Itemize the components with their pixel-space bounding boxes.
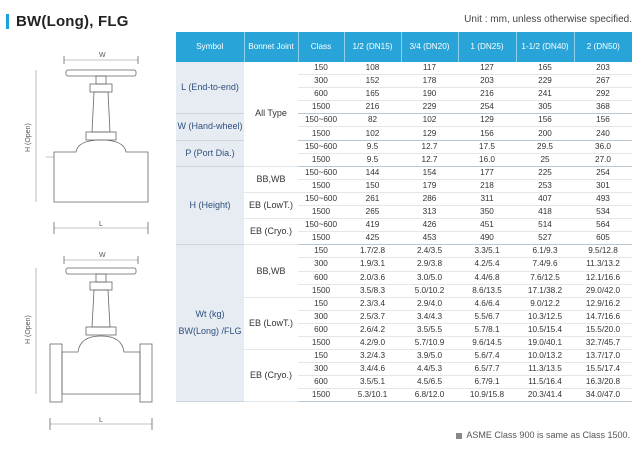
value-cell: 4.2/9.0 [344, 336, 401, 349]
class-cell: 300 [298, 75, 344, 88]
value-cell: 368 [574, 101, 632, 114]
w-dimension-label-top: W [99, 52, 106, 59]
value-cell: 534 [574, 206, 632, 219]
value-cell: 426 [401, 219, 458, 232]
value-cell: 3.9/5.0 [401, 350, 458, 363]
header-size-half: 1/2 (DN15) [344, 32, 401, 62]
value-cell: 150 [344, 179, 401, 192]
value-cell: 165 [516, 62, 574, 75]
value-cell: 19.0/40.1 [516, 336, 574, 349]
value-cell: 156 [516, 114, 574, 127]
value-cell: 1.9/3.1 [344, 258, 401, 271]
header-size-two: 2 (DN50) [574, 32, 632, 62]
class-cell: 600 [298, 88, 344, 101]
value-cell: 6.1/9.3 [516, 245, 574, 258]
l-dimension-label-bottom: L [99, 417, 103, 424]
bonnet-cell-eb-low: EB (LowT.) [244, 192, 298, 218]
value-cell: 4.6/6.4 [458, 297, 516, 310]
value-cell: 20.3/41.4 [516, 389, 574, 402]
value-cell: 418 [516, 206, 574, 219]
value-cell: 6.7/9.1 [458, 376, 516, 389]
value-cell: 5.7/10.9 [401, 336, 458, 349]
value-cell: 254 [458, 101, 516, 114]
value-cell: 13.7/17.0 [574, 350, 632, 363]
value-cell: 11.3/13.5 [516, 363, 574, 376]
value-cell: 12.1/16.6 [574, 271, 632, 284]
value-cell: 2.3/3.4 [344, 297, 401, 310]
value-cell: 108 [344, 62, 401, 75]
value-cell: 36.0 [574, 140, 632, 153]
value-cell: 129 [401, 127, 458, 140]
value-cell: 203 [574, 62, 632, 75]
value-cell: 203 [458, 75, 516, 88]
value-cell: 11.5/16.4 [516, 376, 574, 389]
value-cell: 3.5/5.1 [344, 376, 401, 389]
header-size-one: 1 (DN25) [458, 32, 516, 62]
table-header-row [176, 32, 632, 62]
bonnet-cell-eb-cryo: EB (Cryo.) [244, 350, 298, 402]
value-cell: 10.0/13.2 [516, 350, 574, 363]
value-cell: 3.5/5.5 [401, 323, 458, 336]
value-cell: 32.7/45.7 [574, 336, 632, 349]
class-cell: 150 [298, 350, 344, 363]
class-cell: 1500 [298, 232, 344, 245]
value-cell: 29.5 [516, 140, 574, 153]
value-cell: 7.6/12.5 [516, 271, 574, 284]
value-cell: 350 [458, 206, 516, 219]
class-cell: 1500 [298, 101, 344, 114]
value-cell: 6.8/12.0 [401, 389, 458, 402]
note-square-icon [456, 433, 462, 439]
symbol-cell-w: W (Hand-wheel) [176, 114, 244, 140]
class-cell: 1500 [298, 206, 344, 219]
value-cell: 144 [344, 166, 401, 179]
h-dimension-label-bottom: H (Open) [25, 315, 32, 344]
value-cell: 12.7 [401, 153, 458, 166]
value-cell: 14.7/16.6 [574, 310, 632, 323]
value-cell: 27.0 [574, 153, 632, 166]
header-size-three-quarter: 3/4 (DN20) [401, 32, 458, 62]
value-cell: 82 [344, 114, 401, 127]
value-cell: 216 [458, 88, 516, 101]
value-cell: 419 [344, 219, 401, 232]
symbol-wt-label: Wt (kg) [195, 309, 225, 320]
value-cell: 34.0/47.0 [574, 389, 632, 402]
value-cell: 117 [401, 62, 458, 75]
value-cell: 3.4/4.6 [344, 363, 401, 376]
value-cell: 4.2/5.4 [458, 258, 516, 271]
value-cell: 2.5/3.7 [344, 310, 401, 323]
section-header [6, 10, 129, 32]
header-symbol: Symbol [176, 32, 244, 62]
table-row [176, 350, 632, 363]
class-cell: 600 [298, 376, 344, 389]
accent-bar [6, 14, 9, 29]
class-cell: 600 [298, 271, 344, 284]
value-cell: 200 [516, 127, 574, 140]
table-body [176, 62, 632, 402]
value-cell: 9.5 [344, 153, 401, 166]
value-cell: 178 [401, 75, 458, 88]
table-row [176, 219, 632, 232]
value-cell: 286 [401, 192, 458, 205]
bonnet-cell-eb-cryo: EB (Cryo.) [244, 219, 298, 245]
value-cell: 605 [574, 232, 632, 245]
symbol-cell-l: L (End-to-end) [176, 62, 244, 114]
value-cell: 225 [516, 166, 574, 179]
value-cell: 15.5/17.4 [574, 363, 632, 376]
value-cell: 102 [401, 114, 458, 127]
value-cell: 305 [516, 101, 574, 114]
value-cell: 311 [458, 192, 516, 205]
value-cell: 3.0/5.0 [401, 271, 458, 284]
value-cell: 292 [574, 88, 632, 101]
class-cell: 150~600 [298, 166, 344, 179]
value-cell: 17.5 [458, 140, 516, 153]
page-title: BW(Long), FLG [16, 12, 129, 30]
class-cell: 150~600 [298, 114, 344, 127]
class-cell: 1500 [298, 336, 344, 349]
value-cell: 3.5/8.3 [344, 284, 401, 297]
value-cell: 451 [458, 219, 516, 232]
value-cell: 10.5/15.4 [516, 323, 574, 336]
value-cell: 152 [344, 75, 401, 88]
value-cell: 241 [516, 88, 574, 101]
value-cell: 9.6/14.5 [458, 336, 516, 349]
bonnet-cell-bbwb: BB,WB [244, 245, 298, 297]
h-dimension-label-top: H (Open) [25, 123, 32, 152]
value-cell: 2.4/3.5 [401, 245, 458, 258]
class-cell: 1500 [298, 179, 344, 192]
value-cell: 11.3/13.2 [574, 258, 632, 271]
value-cell: 265 [344, 206, 401, 219]
value-cell: 12.7 [401, 140, 458, 153]
value-cell: 493 [574, 192, 632, 205]
value-cell: 490 [458, 232, 516, 245]
class-cell: 150~600 [298, 219, 344, 232]
l-dimension-label-top: L [99, 221, 103, 228]
value-cell: 17.1/38.2 [516, 284, 574, 297]
table-row [176, 192, 632, 205]
value-cell: 514 [516, 219, 574, 232]
footnote-text: ASME Class 900 is same as Class 1500. [466, 430, 630, 440]
value-cell: 229 [401, 101, 458, 114]
unit-note: Unit : mm, unless otherwise specified. [464, 14, 632, 25]
value-cell: 6.5/7.7 [458, 363, 516, 376]
value-cell: 407 [516, 192, 574, 205]
class-cell: 300 [298, 310, 344, 323]
value-cell: 127 [458, 62, 516, 75]
class-cell: 1500 [298, 389, 344, 402]
value-cell: 4.4/5.3 [401, 363, 458, 376]
value-cell: 5.3/10.1 [344, 389, 401, 402]
header-size-one-half: 1-1/2 (DN40) [516, 32, 574, 62]
value-cell: 7.4/9.6 [516, 258, 574, 271]
valve-drawings [6, 32, 174, 440]
valve-drawing-bottom [36, 256, 152, 430]
value-cell: 5.5/6.7 [458, 310, 516, 323]
value-cell: 10.9/15.8 [458, 389, 516, 402]
value-cell: 2.9/4.0 [401, 297, 458, 310]
value-cell: 5.7/8.1 [458, 323, 516, 336]
value-cell: 156 [458, 127, 516, 140]
header-bonnet-joint: Bonnet Joint [244, 32, 298, 62]
value-cell: 2.6/4.2 [344, 323, 401, 336]
value-cell: 156 [574, 114, 632, 127]
value-cell: 453 [401, 232, 458, 245]
value-cell: 254 [574, 166, 632, 179]
value-cell: 229 [516, 75, 574, 88]
class-cell: 150 [298, 62, 344, 75]
value-cell: 29.0/42.0 [574, 284, 632, 297]
w-dimension-label-bottom: W [99, 252, 106, 259]
table-row [176, 62, 632, 75]
symbol-wt-sub: BW(Long) /FLG [178, 326, 242, 337]
value-cell: 527 [516, 232, 574, 245]
value-cell: 10.3/12.5 [516, 310, 574, 323]
value-cell: 2.0/3.6 [344, 271, 401, 284]
value-cell: 3.2/4.3 [344, 350, 401, 363]
value-cell: 5.6/7.4 [458, 350, 516, 363]
bonnet-cell-all: All Type [244, 62, 298, 166]
value-cell: 177 [458, 166, 516, 179]
value-cell: 129 [458, 114, 516, 127]
value-cell: 4.4/6.8 [458, 271, 516, 284]
value-cell: 253 [516, 179, 574, 192]
bonnet-cell-eb-low: EB (LowT.) [244, 297, 298, 349]
value-cell: 301 [574, 179, 632, 192]
value-cell: 15.5/20.0 [574, 323, 632, 336]
table-row [176, 297, 632, 310]
value-cell: 425 [344, 232, 401, 245]
value-cell: 8.6/13.5 [458, 284, 516, 297]
value-cell: 165 [344, 88, 401, 101]
value-cell: 261 [344, 192, 401, 205]
class-cell: 1500 [298, 284, 344, 297]
value-cell: 16.3/20.8 [574, 376, 632, 389]
value-cell: 154 [401, 166, 458, 179]
class-cell: 1500 [298, 127, 344, 140]
class-cell: 150~600 [298, 192, 344, 205]
valve-drawing-top [36, 56, 148, 234]
value-cell: 9.0/12.2 [516, 297, 574, 310]
dimension-table [176, 32, 632, 402]
class-cell: 300 [298, 258, 344, 271]
class-cell: 150~600 [298, 140, 344, 153]
value-cell: 1.7/2.8 [344, 245, 401, 258]
value-cell: 190 [401, 88, 458, 101]
value-cell: 240 [574, 127, 632, 140]
value-cell: 3.4/4.3 [401, 310, 458, 323]
value-cell: 179 [401, 179, 458, 192]
value-cell: 216 [344, 101, 401, 114]
value-cell: 9.5/12.8 [574, 245, 632, 258]
value-cell: 267 [574, 75, 632, 88]
class-cell: 600 [298, 323, 344, 336]
value-cell: 564 [574, 219, 632, 232]
value-cell: 218 [458, 179, 516, 192]
value-cell: 16.0 [458, 153, 516, 166]
value-cell: 313 [401, 206, 458, 219]
value-cell: 5.0/10.2 [401, 284, 458, 297]
class-cell: 1500 [298, 153, 344, 166]
table-row [176, 245, 632, 258]
value-cell: 102 [344, 127, 401, 140]
value-cell: 9.5 [344, 140, 401, 153]
header-class: Class [298, 32, 344, 62]
value-cell: 4.5/6.5 [401, 376, 458, 389]
bonnet-cell-bbwb: BB,WB [244, 166, 298, 192]
class-cell: 150 [298, 245, 344, 258]
symbol-cell-p: P (Port Dia.) [176, 140, 244, 166]
value-cell: 3.3/5.1 [458, 245, 516, 258]
symbol-cell-h: H (Height) [176, 166, 244, 245]
class-cell: 150 [298, 297, 344, 310]
value-cell: 2.9/3.8 [401, 258, 458, 271]
class-cell: 300 [298, 363, 344, 376]
value-cell: 12.9/16.2 [574, 297, 632, 310]
table-row [176, 166, 632, 179]
symbol-cell-wt [176, 245, 244, 402]
value-cell: 25 [516, 153, 574, 166]
footnote [456, 430, 630, 440]
